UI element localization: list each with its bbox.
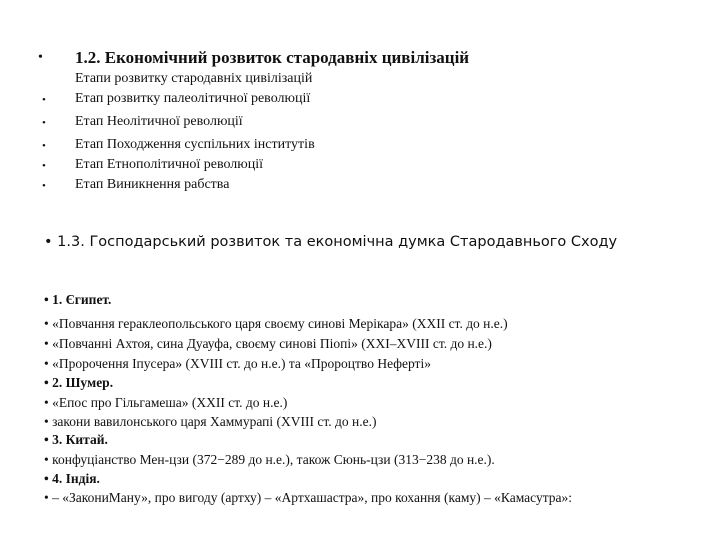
text-line: • конфуціанство Мен-цзи (372−289 до н.е.), також Сюнь-цзи (313−238 до н.е.).	[44, 452, 495, 467]
text-line: • «Пророчення Іпусера» (XVIII ст. до н.е.) та «Пророцтво Неферті»	[44, 356, 431, 371]
bullet-dot: •	[42, 117, 46, 129]
region-heading: • 2. Шумер.	[44, 375, 114, 390]
text-line: • «Епос про Гільгамеша» (XXII ст. до н.е.)	[44, 395, 288, 410]
section-title: 1.2. Економічний розвиток стародавніх цивілізацій	[75, 48, 470, 67]
bullet-dot: •	[42, 160, 46, 172]
bullet-dot: •	[42, 140, 46, 152]
bullet-dot: •	[38, 50, 43, 65]
text-line: • – «ЗакониМану», про вигоду (артху) – «Артхашастра», про кохання (каму) – «Камасутра»:	[44, 490, 573, 505]
stage-item: Етап Неолітичної революції	[75, 114, 243, 129]
text-line: • закони вавилонського царя Хаммурапі (XVIII ст. до н.е.)	[44, 414, 377, 429]
stage-item: Етап Виникнення рабства	[75, 177, 230, 192]
section-heading: • 1.3. Господарський розвиток та економічна думка Стародавнього Сходу	[44, 234, 618, 250]
stage-item: Етап Походження суспільних інститутів	[75, 137, 315, 152]
region-heading: • 4. Індія.	[44, 471, 100, 486]
stage-item: Етап розвитку палеолітичної революції	[75, 91, 311, 106]
region-heading: • 3. Китай.	[44, 432, 108, 447]
bullet-dot: •	[42, 94, 46, 106]
text-line: • «Повчання гераклеопольського царя своєму синові Мерікара» (XXII ст. до н.е.)	[44, 316, 508, 331]
region-heading: • 1. Єгипет.	[44, 292, 112, 307]
text-line: • «Повчанні Ахтоя, сина Дуауфа, своєму синові Піопі» (XXI–XVIII ст. до н.е.)	[44, 336, 492, 351]
stage-item: Етап Етнополітичної революції	[75, 157, 264, 172]
stages-intro: Етапи розвитку стародавніх цивілізацій	[75, 71, 313, 86]
bullet-dot: •	[42, 180, 46, 192]
